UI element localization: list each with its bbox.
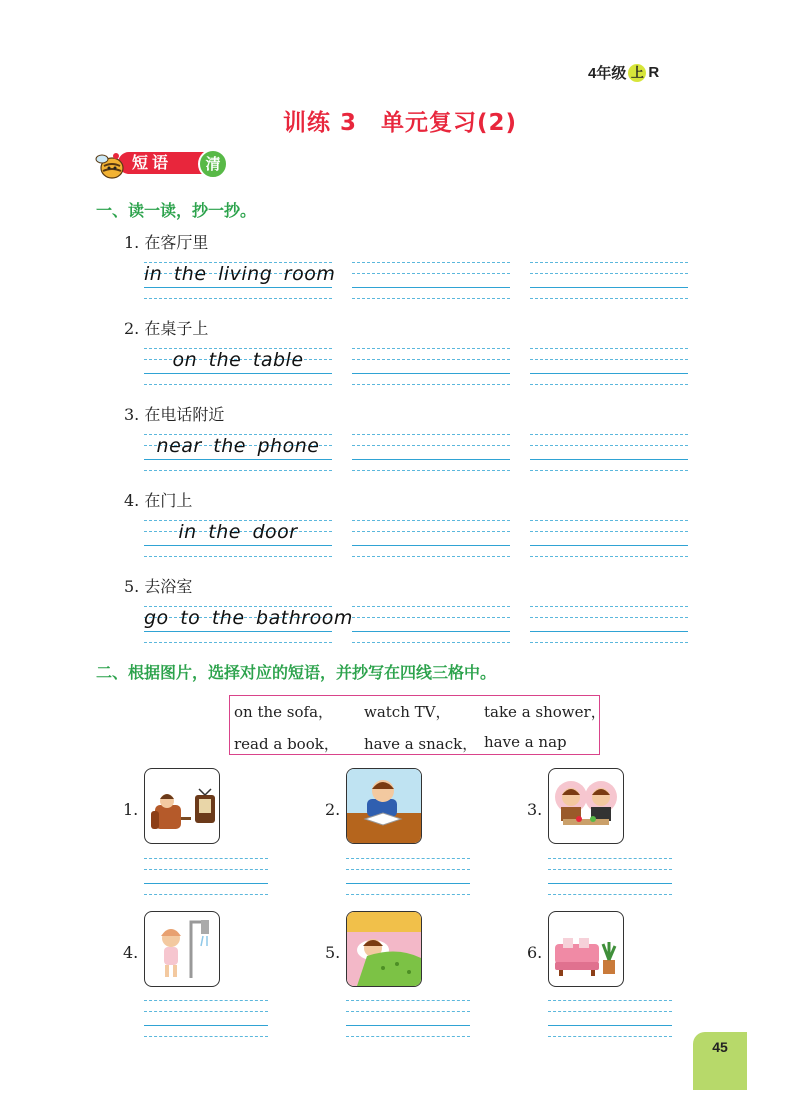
writing-grid[interactable] [144,520,332,560]
word-bank-item: on the sofa， [234,703,334,721]
picture-number: 2. [325,800,341,819]
picture-number: 6. [527,943,543,962]
writing-grid[interactable] [530,520,688,560]
writing-grid[interactable] [548,1000,672,1040]
handwritten-phrase: in the door [178,521,298,543]
watching-tv-icon [144,768,220,844]
banner-badge: 清 [198,149,228,179]
page-number: 45 [693,1032,747,1090]
writing-grid[interactable] [352,434,510,474]
writing-grid[interactable] [144,858,268,898]
item-label: 4. 在门上 [124,491,193,510]
picture-number: 4. [123,943,139,962]
section1-heading: 一、读一读，抄一抄。 [96,201,257,220]
writing-grid[interactable] [346,1000,470,1040]
having-snack-icon [548,768,624,844]
writing-grid[interactable] [352,262,510,302]
having-nap-icon [346,911,422,987]
item-label: 3. 在电话附近 [124,405,225,424]
handwritten-phrase: on the table [172,349,304,371]
word-bank-item: have a snack， [364,735,478,753]
writing-grid[interactable] [352,606,510,646]
writing-grid[interactable] [346,858,470,898]
grade-prefix: 4年级 [588,65,627,82]
writing-grid[interactable] [144,606,353,646]
writing-grid[interactable] [144,348,332,388]
item-label: 2. 在桌子上 [124,319,209,338]
handwritten-phrase: go to the bathroom [144,607,353,629]
section2-heading: 二、根据图片，选择对应的短语，并抄写在四线三格中。 [96,663,497,682]
writing-grid[interactable] [530,262,688,302]
writing-grid[interactable] [548,858,672,898]
writing-grid[interactable] [144,1000,268,1040]
word-bank-item: watch TV， [364,703,451,721]
item-label: 5. 去浴室 [124,577,193,596]
writing-grid[interactable] [530,606,688,646]
taking-shower-icon [144,911,220,987]
writing-grid[interactable] [144,434,332,474]
handwritten-phrase: in the living room [144,263,336,285]
banner-label: 短语 [132,153,173,172]
grade-badge: 上 [628,64,646,82]
writing-grid[interactable] [352,348,510,388]
grade-suffix: R [648,64,660,81]
writing-grid[interactable] [352,520,510,560]
word-bank-item: take a shower， [484,703,606,721]
reading-book-icon [346,768,422,844]
sofa-icon [548,911,624,987]
word-bank [229,695,606,755]
section-banner [92,146,232,182]
picture-number: 1. [123,800,139,819]
word-bank-item: read a book， [234,735,339,753]
bee-icon [92,146,128,182]
writing-grid[interactable] [530,434,688,474]
picture-number: 5. [325,943,341,962]
writing-grid[interactable] [530,348,688,388]
writing-grid[interactable] [144,262,336,302]
page-title: 训练 3 单元复习(2) [282,110,518,136]
item-label: 1. 在客厅里 [124,233,209,252]
picture-number: 3. [527,800,543,819]
handwritten-phrase: near the phone [156,435,320,457]
word-bank-item: have a nap [484,733,567,751]
grade-label [588,62,659,83]
